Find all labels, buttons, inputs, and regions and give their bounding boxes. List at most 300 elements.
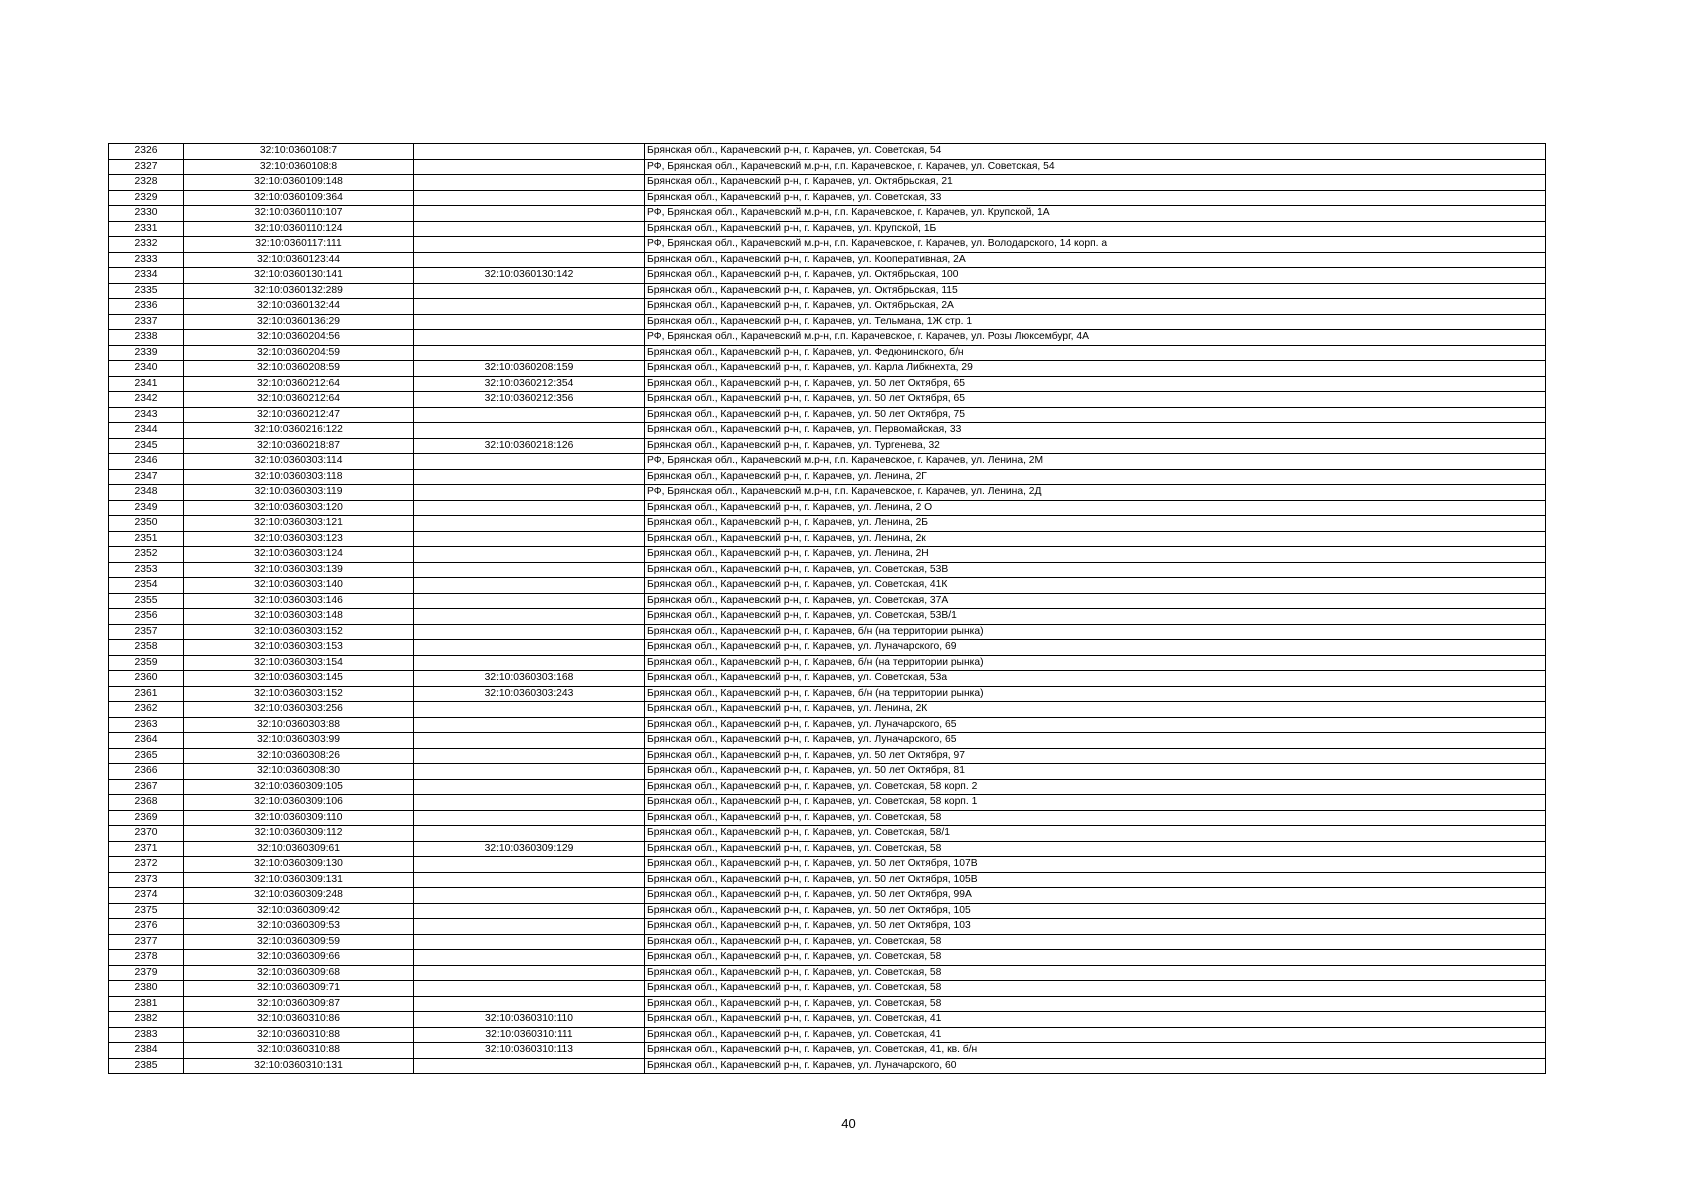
row-number-cell: 2335: [109, 283, 184, 299]
table-row: [109, 826, 1546, 842]
table-row: [109, 314, 1546, 330]
address-cell: Брянская обл., Карачевский р-н, г. Карачев, ул. Луначарского, 65: [645, 717, 1546, 733]
table-row: [109, 1043, 1546, 1059]
cadastral-number-cell: 32:10:0360309:105: [184, 779, 414, 795]
address-cell: Брянская обл., Карачевский р-н, г. Карачев, ул. Луначарского, 69: [645, 640, 1546, 656]
table-row: [109, 640, 1546, 656]
table-row: [109, 438, 1546, 454]
related-cadastral-number-cell: [414, 500, 645, 516]
related-cadastral-number-cell: [414, 345, 645, 361]
cadastral-number-cell: 32:10:0360212:64: [184, 392, 414, 408]
related-cadastral-number-cell: [414, 531, 645, 547]
row-number-cell: 2358: [109, 640, 184, 656]
cadastral-number-cell: 32:10:0360110:124: [184, 221, 414, 237]
cadastral-number-cell: 32:10:0360309:106: [184, 795, 414, 811]
row-number-cell: 2353: [109, 562, 184, 578]
related-cadastral-number-cell: [414, 283, 645, 299]
row-number-cell: 2350: [109, 516, 184, 532]
table-row: [109, 872, 1546, 888]
table-row: [109, 361, 1546, 377]
related-cadastral-number-cell: [414, 175, 645, 191]
related-cadastral-number-cell: [414, 919, 645, 935]
related-cadastral-number-cell: [414, 159, 645, 175]
table-row: [109, 283, 1546, 299]
address-cell: Брянская обл., Карачевский р-н, г. Карачев, ул. Советская, 53а: [645, 671, 1546, 687]
row-number-cell: 2364: [109, 733, 184, 749]
row-number-cell: 2346: [109, 454, 184, 470]
table-row: [109, 795, 1546, 811]
related-cadastral-number-cell: 32:10:0360310:110: [414, 1012, 645, 1028]
related-cadastral-number-cell: [414, 950, 645, 966]
table-row: [109, 888, 1546, 904]
row-number-cell: 2326: [109, 144, 184, 160]
address-cell: Брянская обл., Карачевский р-н, г. Карачев, ул. Советская, 58: [645, 981, 1546, 997]
row-number-cell: 2368: [109, 795, 184, 811]
page-number: 40: [841, 1116, 856, 1131]
row-number-cell: 2359: [109, 655, 184, 671]
address-cell: Брянская обл., Карачевский р-н, г. Карачев, ул. Советская, 54: [645, 144, 1546, 160]
related-cadastral-number-cell: 32:10:0360310:111: [414, 1027, 645, 1043]
table-row: [109, 454, 1546, 470]
related-cadastral-number-cell: [414, 733, 645, 749]
row-number-cell: 2348: [109, 485, 184, 501]
related-cadastral-number-cell: [414, 702, 645, 718]
cadastral-number-cell: 32:10:0360204:56: [184, 330, 414, 346]
cadastral-number-cell: 32:10:0360212:64: [184, 376, 414, 392]
row-number-cell: 2333: [109, 252, 184, 268]
address-cell: Брянская обл., Карачевский р-н, г. Карачев, ул. Октябрьская, 2А: [645, 299, 1546, 315]
related-cadastral-number-cell: 32:10:0360208:159: [414, 361, 645, 377]
registry-table-body: [109, 144, 1546, 1074]
row-number-cell: 2337: [109, 314, 184, 330]
table-row: [109, 252, 1546, 268]
address-cell: Брянская обл., Карачевский р-н, г. Карачев, ул. Советская, 58: [645, 934, 1546, 950]
address-cell: Брянская обл., Карачевский р-н, г. Карачев, ул. 50 лет Октября, 107В: [645, 857, 1546, 873]
cadastral-number-cell: 32:10:0360310:88: [184, 1027, 414, 1043]
row-number-cell: 2373: [109, 872, 184, 888]
table-row: [109, 268, 1546, 284]
cadastral-number-cell: 32:10:0360303:153: [184, 640, 414, 656]
table-row: [109, 702, 1546, 718]
address-cell: Брянская обл., Карачевский р-н, г. Карачев, ул. 50 лет Октября, 81: [645, 764, 1546, 780]
cadastral-number-cell: 32:10:0360218:87: [184, 438, 414, 454]
address-cell: Брянская обл., Карачевский р-н, г. Карачев, ул. 50 лет Октября, 97: [645, 748, 1546, 764]
cadastral-number-cell: 32:10:0360108:7: [184, 144, 414, 160]
property-registry-table: [108, 143, 1546, 1074]
table-row: [109, 1012, 1546, 1028]
related-cadastral-number-cell: [414, 888, 645, 904]
row-number-cell: 2331: [109, 221, 184, 237]
row-number-cell: 2370: [109, 826, 184, 842]
related-cadastral-number-cell: [414, 299, 645, 315]
address-cell: РФ, Брянская обл., Карачевский м.р-н, г.п. Карачевское, г. Карачев, ул. Советская, 54: [645, 159, 1546, 175]
cadastral-number-cell: 32:10:0360132:289: [184, 283, 414, 299]
row-number-cell: 2329: [109, 190, 184, 206]
cadastral-number-cell: 32:10:0360303:88: [184, 717, 414, 733]
cadastral-number-cell: 32:10:0360310:131: [184, 1058, 414, 1074]
table-row: [109, 500, 1546, 516]
table-row: [109, 841, 1546, 857]
row-number-cell: 2330: [109, 206, 184, 222]
related-cadastral-number-cell: [414, 934, 645, 950]
cadastral-number-cell: 32:10:0360303:145: [184, 671, 414, 687]
table-row: [109, 919, 1546, 935]
address-cell: Брянская обл., Карачевский р-н, г. Карачев, ул. 50 лет Октября, 65: [645, 392, 1546, 408]
related-cadastral-number-cell: [414, 252, 645, 268]
related-cadastral-number-cell: 32:10:0360212:356: [414, 392, 645, 408]
address-cell: Брянская обл., Карачевский р-н, г. Карачев, ул. Ленина, 2к: [645, 531, 1546, 547]
row-number-cell: 2384: [109, 1043, 184, 1059]
address-cell: Брянская обл., Карачевский р-н, г. Карачев, б/н (на территории рынка): [645, 655, 1546, 671]
address-cell: Брянская обл., Карачевский р-н, г. Карачев, ул. Октябрьская, 100: [645, 268, 1546, 284]
related-cadastral-number-cell: [414, 779, 645, 795]
table-row: [109, 345, 1546, 361]
row-number-cell: 2361: [109, 686, 184, 702]
cadastral-number-cell: 32:10:0360303:99: [184, 733, 414, 749]
row-number-cell: 2327: [109, 159, 184, 175]
table-row: [109, 733, 1546, 749]
related-cadastral-number-cell: [414, 996, 645, 1012]
address-cell: Брянская обл., Карачевский р-н, г. Карачев, ул. Федюнинского, б/н: [645, 345, 1546, 361]
cadastral-number-cell: 32:10:0360309:248: [184, 888, 414, 904]
cadastral-number-cell: 32:10:0360303:119: [184, 485, 414, 501]
table-row: [109, 392, 1546, 408]
related-cadastral-number-cell: 32:10:0360310:113: [414, 1043, 645, 1059]
related-cadastral-number-cell: [414, 1058, 645, 1074]
address-cell: Брянская обл., Карачевский р-н, г. Карачев, ул. Советская, 58: [645, 810, 1546, 826]
cadastral-number-cell: 32:10:0360136:29: [184, 314, 414, 330]
related-cadastral-number-cell: [414, 330, 645, 346]
related-cadastral-number-cell: [414, 795, 645, 811]
cadastral-number-cell: 32:10:0360212:47: [184, 407, 414, 423]
related-cadastral-number-cell: [414, 624, 645, 640]
address-cell: РФ, Брянская обл., Карачевский м.р-н, г.п. Карачевское, г. Карачев, ул. Розы Люксембург, 4А: [645, 330, 1546, 346]
related-cadastral-number-cell: 32:10:0360309:129: [414, 841, 645, 857]
related-cadastral-number-cell: [414, 810, 645, 826]
related-cadastral-number-cell: [414, 717, 645, 733]
table-row: [109, 206, 1546, 222]
address-cell: Брянская обл., Карачевский р-н, г. Карачев, ул. Советская, 53В/1: [645, 609, 1546, 625]
related-cadastral-number-cell: [414, 469, 645, 485]
cadastral-number-cell: 32:10:0360309:68: [184, 965, 414, 981]
table-row: [109, 810, 1546, 826]
row-number-cell: 2375: [109, 903, 184, 919]
address-cell: Брянская обл., Карачевский р-н, г. Карачев, ул. 50 лет Октября, 75: [645, 407, 1546, 423]
address-cell: Брянская обл., Карачевский р-н, г. Карачев, ул. Советская, 58: [645, 950, 1546, 966]
table-row: [109, 857, 1546, 873]
table-row: [109, 965, 1546, 981]
row-number-cell: 2340: [109, 361, 184, 377]
cadastral-number-cell: 32:10:0360309:131: [184, 872, 414, 888]
cadastral-number-cell: 32:10:0360204:59: [184, 345, 414, 361]
table-row: [109, 717, 1546, 733]
cadastral-number-cell: 32:10:0360303:152: [184, 686, 414, 702]
address-cell: Брянская обл., Карачевский р-н, г. Карачев, ул. Первомайская, 33: [645, 423, 1546, 439]
related-cadastral-number-cell: [414, 857, 645, 873]
table-row: [109, 485, 1546, 501]
related-cadastral-number-cell: 32:10:0360212:354: [414, 376, 645, 392]
table-row: [109, 764, 1546, 780]
address-cell: Брянская обл., Карачевский р-н, г. Карачев, ул. Ленина, 2Г: [645, 469, 1546, 485]
address-cell: Брянская обл., Карачевский р-н, г. Карачев, ул. Крупской, 1Б: [645, 221, 1546, 237]
cadastral-number-cell: 32:10:0360303:146: [184, 593, 414, 609]
address-cell: Брянская обл., Карачевский р-н, г. Карачев, ул. Советская, 58/1: [645, 826, 1546, 842]
related-cadastral-number-cell: [414, 981, 645, 997]
address-cell: Брянская обл., Карачевский р-н, г. Карачев, ул. Советская, 58: [645, 996, 1546, 1012]
row-number-cell: 2342: [109, 392, 184, 408]
address-cell: Брянская обл., Карачевский р-н, г. Карачев, ул. Советская, 58: [645, 841, 1546, 857]
row-number-cell: 2363: [109, 717, 184, 733]
row-number-cell: 2345: [109, 438, 184, 454]
address-cell: Брянская обл., Карачевский р-н, г. Карачев, ул. Советская, 41, кв. б/н: [645, 1043, 1546, 1059]
cadastral-number-cell: 32:10:0360303:140: [184, 578, 414, 594]
table-row: [109, 578, 1546, 594]
row-number-cell: 2381: [109, 996, 184, 1012]
address-cell: Брянская обл., Карачевский р-н, г. Карачев, ул. Тельмана, 1Ж стр. 1: [645, 314, 1546, 330]
row-number-cell: 2362: [109, 702, 184, 718]
cadastral-number-cell: 32:10:0360309:53: [184, 919, 414, 935]
address-cell: Брянская обл., Карачевский р-н, г. Карачев, ул. Ленина, 2Б: [645, 516, 1546, 532]
related-cadastral-number-cell: [414, 485, 645, 501]
table-row: [109, 950, 1546, 966]
address-cell: Брянская обл., Карачевский р-н, г. Карачев, ул. Советская, 41: [645, 1012, 1546, 1028]
row-number-cell: 2334: [109, 268, 184, 284]
related-cadastral-number-cell: [414, 206, 645, 222]
cadastral-number-cell: 32:10:0360309:66: [184, 950, 414, 966]
related-cadastral-number-cell: 32:10:0360130:142: [414, 268, 645, 284]
row-number-cell: 2338: [109, 330, 184, 346]
row-number-cell: 2376: [109, 919, 184, 935]
related-cadastral-number-cell: [414, 547, 645, 563]
address-cell: Брянская обл., Карачевский р-н, г. Карачев, ул. 50 лет Октября, 103: [645, 919, 1546, 935]
address-cell: Брянская обл., Карачевский р-н, г. Карачев, ул. Ленина, 2 О: [645, 500, 1546, 516]
table-row: [109, 996, 1546, 1012]
cadastral-number-cell: 32:10:0360308:26: [184, 748, 414, 764]
cadastral-number-cell: 32:10:0360216:122: [184, 423, 414, 439]
cadastral-number-cell: 32:10:0360303:256: [184, 702, 414, 718]
address-cell: Брянская обл., Карачевский р-н, г. Карачев, ул. Советская, 33: [645, 190, 1546, 206]
related-cadastral-number-cell: [414, 826, 645, 842]
address-cell: Брянская обл., Карачевский р-н, г. Карачев, ул. Октябрьская, 115: [645, 283, 1546, 299]
row-number-cell: 2377: [109, 934, 184, 950]
cadastral-number-cell: 32:10:0360309:61: [184, 841, 414, 857]
cadastral-number-cell: 32:10:0360130:141: [184, 268, 414, 284]
row-number-cell: 2371: [109, 841, 184, 857]
related-cadastral-number-cell: [414, 609, 645, 625]
table-row: [109, 593, 1546, 609]
row-number-cell: 2367: [109, 779, 184, 795]
address-cell: Брянская обл., Карачевский р-н, г. Карачев, ул. 50 лет Октября, 105: [645, 903, 1546, 919]
cadastral-number-cell: 32:10:0360117:111: [184, 237, 414, 253]
row-number-cell: 2349: [109, 500, 184, 516]
cadastral-number-cell: 32:10:0360303:124: [184, 547, 414, 563]
related-cadastral-number-cell: 32:10:0360218:126: [414, 438, 645, 454]
related-cadastral-number-cell: [414, 872, 645, 888]
address-cell: РФ, Брянская обл., Карачевский м.р-н, г.п. Карачевское, г. Карачев, ул. Ленина, 2Д: [645, 485, 1546, 501]
address-cell: Брянская обл., Карачевский р-н, г. Карачев, ул. Карла Либкнехта, 29: [645, 361, 1546, 377]
row-number-cell: 2365: [109, 748, 184, 764]
address-cell: Брянская обл., Карачевский р-н, г. Карачев, ул. Советская, 58 корп. 2: [645, 779, 1546, 795]
table-row: [109, 221, 1546, 237]
cadastral-number-cell: 32:10:0360308:30: [184, 764, 414, 780]
related-cadastral-number-cell: [414, 423, 645, 439]
cadastral-number-cell: 32:10:0360303:139: [184, 562, 414, 578]
table-row: [109, 624, 1546, 640]
related-cadastral-number-cell: [414, 314, 645, 330]
row-number-cell: 2339: [109, 345, 184, 361]
table-row: [109, 190, 1546, 206]
table-row: [109, 779, 1546, 795]
related-cadastral-number-cell: [414, 454, 645, 470]
row-number-cell: 2385: [109, 1058, 184, 1074]
related-cadastral-number-cell: [414, 144, 645, 160]
row-number-cell: 2379: [109, 965, 184, 981]
cadastral-number-cell: 32:10:0360303:121: [184, 516, 414, 532]
row-number-cell: 2356: [109, 609, 184, 625]
row-number-cell: 2372: [109, 857, 184, 873]
cadastral-number-cell: 32:10:0360132:44: [184, 299, 414, 315]
table-row: [109, 376, 1546, 392]
address-cell: Брянская обл., Карачевский р-н, г. Карачев, ул. Ленина, 2К: [645, 702, 1546, 718]
address-cell: Брянская обл., Карачевский р-н, г. Карачев, ул. Советская, 41К: [645, 578, 1546, 594]
address-cell: Брянская обл., Карачевский р-н, г. Карачев, б/н (на территории рынка): [645, 624, 1546, 640]
related-cadastral-number-cell: [414, 748, 645, 764]
cadastral-number-cell: 32:10:0360310:88: [184, 1043, 414, 1059]
related-cadastral-number-cell: [414, 903, 645, 919]
cadastral-number-cell: 32:10:0360309:71: [184, 981, 414, 997]
related-cadastral-number-cell: [414, 190, 645, 206]
related-cadastral-number-cell: [414, 965, 645, 981]
table-row: [109, 299, 1546, 315]
related-cadastral-number-cell: [414, 640, 645, 656]
table-row: [109, 562, 1546, 578]
table-row: [109, 469, 1546, 485]
table-row: [109, 516, 1546, 532]
table-row: [109, 407, 1546, 423]
row-number-cell: 2347: [109, 469, 184, 485]
table-row: [109, 903, 1546, 919]
cadastral-number-cell: 32:10:0360303:118: [184, 469, 414, 485]
address-cell: Брянская обл., Карачевский р-н, г. Карачев, ул. Советская, 37А: [645, 593, 1546, 609]
address-cell: Брянская обл., Карачевский р-н, г. Карачев, ул. Кооперативная, 2А: [645, 252, 1546, 268]
cadastral-number-cell: 32:10:0360309:87: [184, 996, 414, 1012]
cadastral-number-cell: 32:10:0360109:364: [184, 190, 414, 206]
table-row: [109, 547, 1546, 563]
table-row: [109, 748, 1546, 764]
address-cell: Брянская обл., Карачевский р-н, г. Карачев, ул. Советская, 58: [645, 965, 1546, 981]
cadastral-number-cell: 32:10:0360110:107: [184, 206, 414, 222]
cadastral-number-cell: 32:10:0360309:110: [184, 810, 414, 826]
address-cell: Брянская обл., Карачевский р-н, г. Карачев, ул. Советская, 41: [645, 1027, 1546, 1043]
address-cell: Брянская обл., Карачевский р-н, г. Карачев, ул. 50 лет Октября, 99А: [645, 888, 1546, 904]
related-cadastral-number-cell: [414, 237, 645, 253]
table-row: [109, 330, 1546, 346]
related-cadastral-number-cell: [414, 221, 645, 237]
address-cell: РФ, Брянская обл., Карачевский м.р-н, г.п. Карачевское, г. Карачев, ул. Крупской, 1А: [645, 206, 1546, 222]
table-row: [109, 423, 1546, 439]
address-cell: Брянская обл., Карачевский р-н, г. Карачев, ул. Октябрьская, 21: [645, 175, 1546, 191]
cadastral-number-cell: 32:10:0360309:112: [184, 826, 414, 842]
cadastral-number-cell: 32:10:0360123:44: [184, 252, 414, 268]
address-cell: Брянская обл., Карачевский р-н, г. Карачев, ул. Луначарского, 60: [645, 1058, 1546, 1074]
table-row: [109, 175, 1546, 191]
row-number-cell: 2343: [109, 407, 184, 423]
address-cell: Брянская обл., Карачевский р-н, г. Карачев, ул. 50 лет Октября, 65: [645, 376, 1546, 392]
related-cadastral-number-cell: [414, 562, 645, 578]
cadastral-number-cell: 32:10:0360303:123: [184, 531, 414, 547]
row-number-cell: 2380: [109, 981, 184, 997]
table-row: [109, 1058, 1546, 1074]
cadastral-number-cell: 32:10:0360303:120: [184, 500, 414, 516]
table-row: [109, 655, 1546, 671]
cadastral-number-cell: 32:10:0360303:148: [184, 609, 414, 625]
address-cell: Брянская обл., Карачевский р-н, г. Карачев, ул. Советская, 53В: [645, 562, 1546, 578]
row-number-cell: 2344: [109, 423, 184, 439]
row-number-cell: 2328: [109, 175, 184, 191]
row-number-cell: 2354: [109, 578, 184, 594]
row-number-cell: 2369: [109, 810, 184, 826]
row-number-cell: 2378: [109, 950, 184, 966]
address-cell: Брянская обл., Карачевский р-н, г. Карачев, ул. 50 лет Октября, 105В: [645, 872, 1546, 888]
related-cadastral-number-cell: [414, 655, 645, 671]
cadastral-number-cell: 32:10:0360303:114: [184, 454, 414, 470]
table-row: [109, 1027, 1546, 1043]
table-row: [109, 237, 1546, 253]
table-row: [109, 531, 1546, 547]
row-number-cell: 2360: [109, 671, 184, 687]
table-row: [109, 686, 1546, 702]
related-cadastral-number-cell: 32:10:0360303:168: [414, 671, 645, 687]
address-cell: Брянская обл., Карачевский р-н, г. Карачев, ул. Ленина, 2Н: [645, 547, 1546, 563]
address-cell: Брянская обл., Карачевский р-н, г. Карачев, б/н (на территории рынка): [645, 686, 1546, 702]
address-cell: Брянская обл., Карачевский р-н, г. Карачев, ул. Тургенева, 32: [645, 438, 1546, 454]
row-number-cell: 2382: [109, 1012, 184, 1028]
row-number-cell: 2355: [109, 593, 184, 609]
row-number-cell: 2383: [109, 1027, 184, 1043]
cadastral-number-cell: 32:10:0360303:152: [184, 624, 414, 640]
related-cadastral-number-cell: [414, 593, 645, 609]
related-cadastral-number-cell: 32:10:0360303:243: [414, 686, 645, 702]
row-number-cell: 2332: [109, 237, 184, 253]
row-number-cell: 2336: [109, 299, 184, 315]
related-cadastral-number-cell: [414, 516, 645, 532]
table-row: [109, 159, 1546, 175]
address-cell: Брянская обл., Карачевский р-н, г. Карачев, ул. Луначарского, 65: [645, 733, 1546, 749]
row-number-cell: 2352: [109, 547, 184, 563]
cadastral-number-cell: 32:10:0360108:8: [184, 159, 414, 175]
related-cadastral-number-cell: [414, 407, 645, 423]
row-number-cell: 2351: [109, 531, 184, 547]
table-row: [109, 981, 1546, 997]
table-row: [109, 144, 1546, 160]
row-number-cell: 2374: [109, 888, 184, 904]
table-row: [109, 934, 1546, 950]
address-cell: Брянская обл., Карачевский р-н, г. Карачев, ул. Советская, 58 корп. 1: [645, 795, 1546, 811]
cadastral-number-cell: 32:10:0360208:59: [184, 361, 414, 377]
cadastral-number-cell: 32:10:0360309:42: [184, 903, 414, 919]
address-cell: РФ, Брянская обл., Карачевский м.р-н, г.п. Карачевское, г. Карачев, ул. Володарского, 14 корп. а: [645, 237, 1546, 253]
related-cadastral-number-cell: [414, 578, 645, 594]
table-row: [109, 671, 1546, 687]
cadastral-number-cell: 32:10:0360309:130: [184, 857, 414, 873]
address-cell: РФ, Брянская обл., Карачевский м.р-н, г.п. Карачевское, г. Карачев, ул. Ленина, 2М: [645, 454, 1546, 470]
cadastral-number-cell: 32:10:0360109:148: [184, 175, 414, 191]
row-number-cell: 2341: [109, 376, 184, 392]
cadastral-number-cell: 32:10:0360310:86: [184, 1012, 414, 1028]
table-row: [109, 609, 1546, 625]
row-number-cell: 2357: [109, 624, 184, 640]
row-number-cell: 2366: [109, 764, 184, 780]
